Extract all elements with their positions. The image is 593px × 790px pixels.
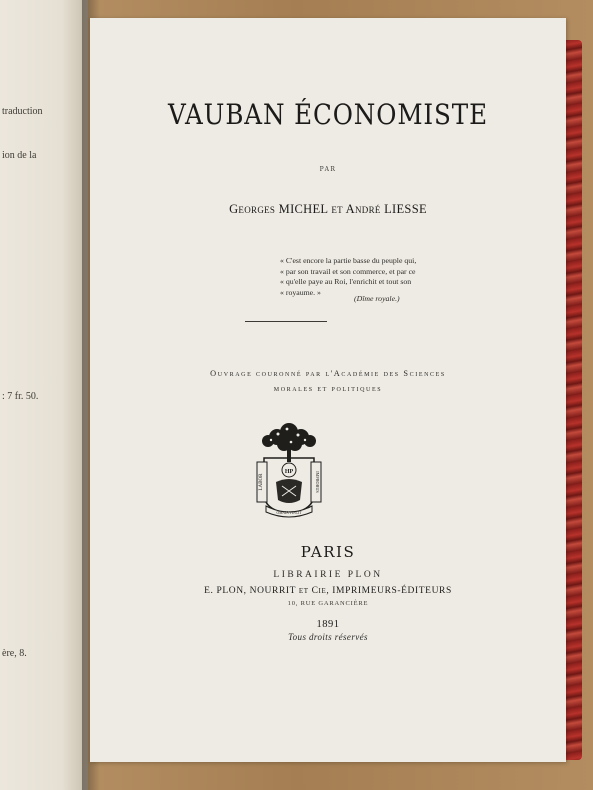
left-page [0,0,88,790]
logo-banner-bottom: OMNIA VINCIT [276,511,302,515]
authors: Georges MICHEL et André LIESSE [229,202,427,216]
epigraph-source: (Dîme royale.) [354,294,400,303]
publisher-device-logo [254,418,324,520]
logo-banner-left: LABOR [259,473,264,491]
imprint-librairie: LIBRAIRIE PLON [273,570,383,580]
title-page [90,18,566,762]
epigraph-line: « qu'elle paye au Roi, l'enrichit et tout son [280,277,412,286]
imprint-address: 10, RUE GARANCIÈRE [287,600,369,607]
imprint-city: PARIS [300,543,356,561]
divider-rule [245,321,327,322]
logo-banner-right: IMPROBUS [315,471,320,493]
rights-notice: Tous droits réservés [288,632,368,642]
epigraph-line: « par son travail et son commerce, et par ce [280,266,416,276]
logo-monogram: HP [284,469,294,475]
book-title: VAUBAN ÉCONOMISTE [167,98,488,131]
left-page-fragment: : 7 fr. 50. [2,391,39,402]
left-page-fragment: ère, 8. [2,648,27,659]
imprint-year: 1891 [316,619,340,630]
award-line: morales et politiques [273,384,383,393]
epigraph [280,256,416,298]
epigraph-line: « royaume. » [280,287,321,297]
tree-device-icon [254,418,324,520]
imprint-publisher: E. PLON, NOURRIT et Cie, IMPRIMEURS-ÉDITEURS [204,586,452,596]
award-note [90,366,566,396]
left-page-fragment: ion de la [2,150,37,161]
par-label: PAR [319,166,337,173]
left-page-fragment: traduction [2,106,43,117]
award-line: Ouvrage couronné par l'Académie des Sciences [210,369,446,378]
epigraph-line: « C'est encore la partie basse du peuple qui, [280,256,417,265]
